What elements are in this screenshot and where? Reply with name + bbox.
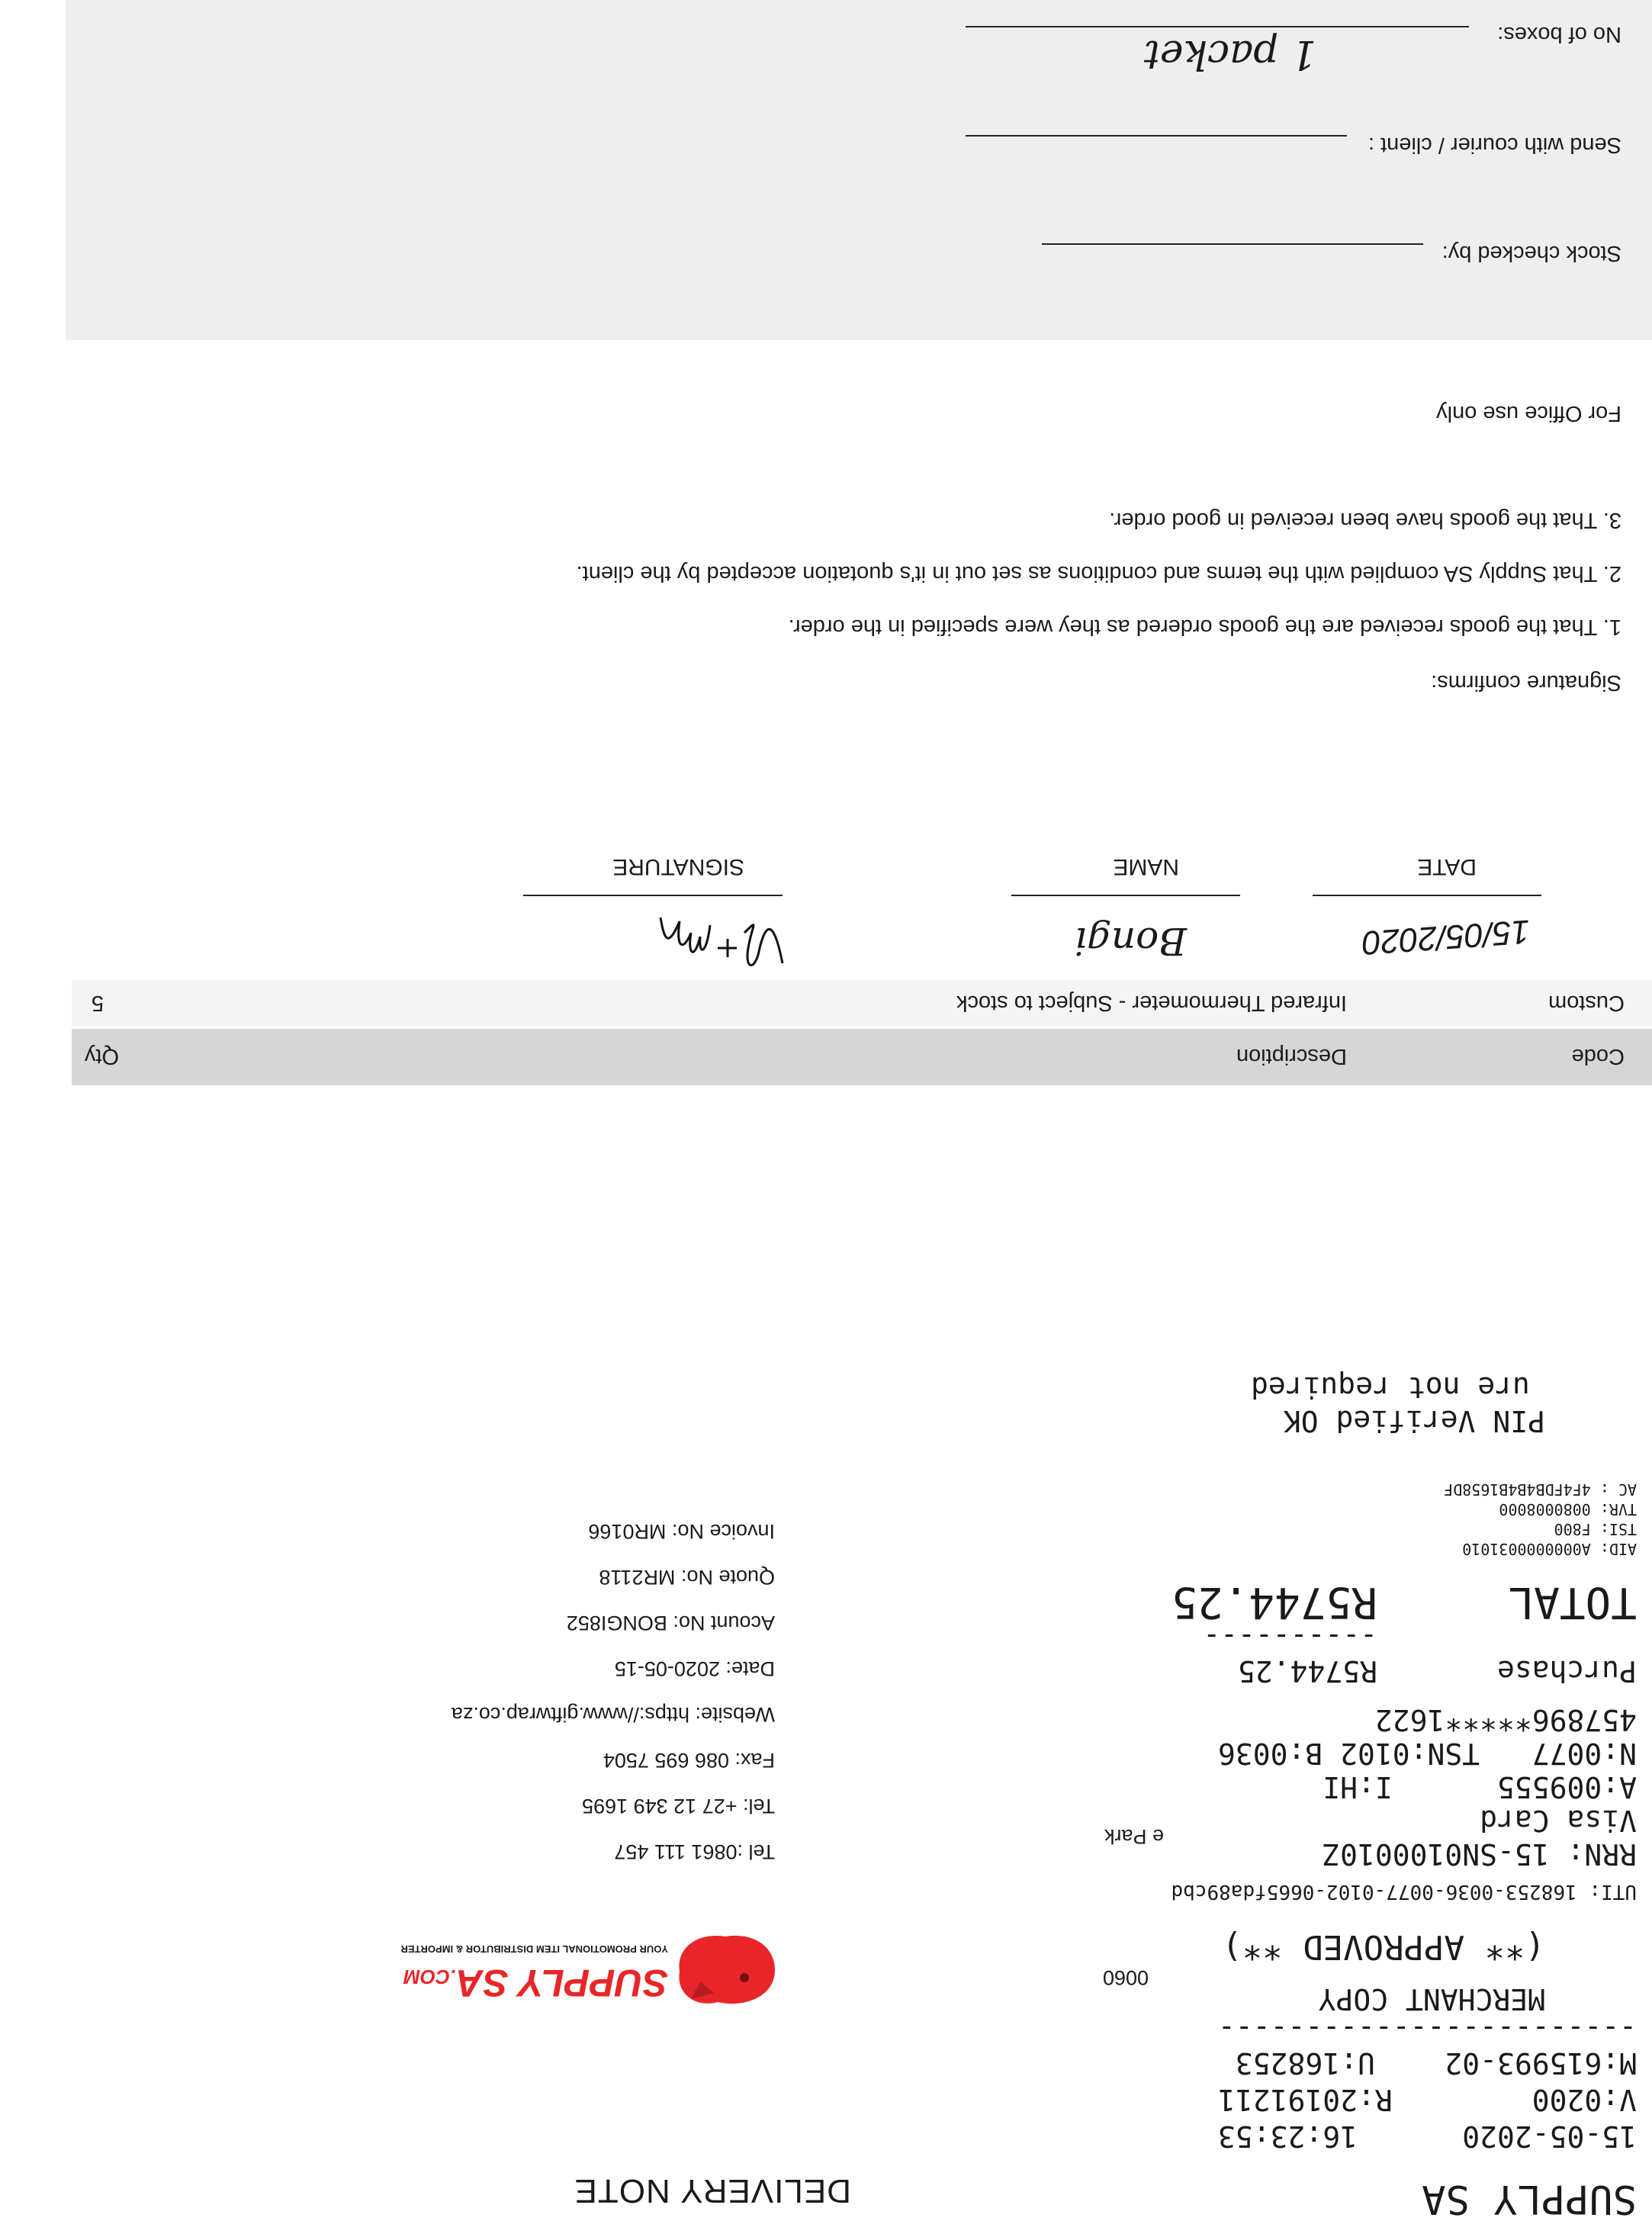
confirm-item-1: 1. That the goods received are the goods ordered as they were specified in the order.: [788, 615, 1621, 639]
date-line: [1313, 895, 1541, 896]
receipt-separator: ------------------------: [1217, 2013, 1637, 2046]
receipt-uti: UTI: 168253-0036-0077-0102-0665fda89cbd: [1171, 1880, 1637, 1903]
handwritten-date: 15/05/2020: [1361, 912, 1531, 962]
quote-number: Quote No: MR2118: [599, 1566, 775, 1589]
boxes-line: [966, 26, 1469, 27]
receipt-ac: AC : 4F4FDB4B4B1658DF: [1444, 1480, 1637, 1499]
signature-label: SIGNATURE: [612, 854, 744, 879]
receipt-tvr: TVR: 0080008000: [1499, 1500, 1637, 1519]
date-label: DATE: [1417, 854, 1477, 879]
column-code: Code: [1571, 1044, 1625, 1069]
contact-website: Website: https://www.giftwrap.co.za: [451, 1703, 775, 1726]
name-line: [1011, 895, 1240, 896]
invoice-number: Invoice No: MR0166: [588, 1520, 775, 1543]
fragment-address: e Park: [1104, 1825, 1164, 1848]
stock-checked-line: [1042, 243, 1423, 245]
table-row: [72, 980, 1652, 1026]
confirm-item-3: 3. That the goods have been received in good order.: [1109, 508, 1621, 532]
receipt-rrn: RRN: 15-SN0100010Z: [1323, 1837, 1637, 1871]
fragment-code: 0060: [1102, 1966, 1149, 1989]
boxes-handwritten: 1 packet: [1143, 31, 1316, 77]
receipt-copy-label: MERCHANT COPY: [1318, 1982, 1545, 2016]
row-code: Custom: [1548, 991, 1625, 1015]
send-with-label: Send with courier / client :: [1368, 133, 1621, 157]
card-receipt: [1171, 1245, 1652, 2237]
receipt-v-line: V:0200 R:20191211: [1217, 2083, 1637, 2116]
receipt-a-line: A:009555 I:HI: [1323, 1770, 1637, 1804]
confirm-item-2: 2. That Supply SA complied with the terms and conditions as set out in it's quotation accepted by the client.: [576, 561, 1621, 586]
row-qty: 5: [91, 991, 104, 1015]
boxes-label: No of boxes:: [1497, 22, 1621, 47]
logo-brand: SUPPLY SA: [455, 1962, 668, 2004]
column-qty: Qty: [84, 1044, 119, 1069]
contact-fax: Fax: 086 695 7504: [603, 1749, 775, 1772]
receipt-n-line: N:0077 TSN:0102 B:0036: [1217, 1737, 1637, 1770]
office-use-box: [66, 0, 1652, 340]
receipt-pin-verified: PIN Verified OK: [1283, 1404, 1545, 1438]
receipt-date: 15-05-2020 16:23:53: [1217, 2120, 1637, 2153]
receipt-purchase-amount: R5744.25: [1237, 1654, 1377, 1688]
logo-tagline: YOUR PROMOTIONAL ITEM DISTRIBUTOR & IMPORTER: [400, 1943, 668, 1955]
receipt-signature-note: ure not required: [1250, 1371, 1530, 1404]
contact-tel-2: Tel: +27 12 349 1695: [582, 1795, 775, 1818]
confirm-heading: Signature confirms:: [1431, 670, 1621, 695]
receipt-total-label: TOTAL: [1508, 1577, 1637, 1627]
receipt-approved: (** APPROVED **): [1222, 1927, 1545, 1966]
document-title: DELIVERY NOTE: [574, 2172, 851, 2210]
handwritten-signature: [653, 910, 790, 979]
account-number: Acount No: BONGI852: [566, 1612, 775, 1634]
receipt-m-line: M:615993-02 U:168253: [1235, 2046, 1637, 2080]
receipt-card-number: 457896*****1622: [1374, 1703, 1637, 1737]
row-description: Infrared Thermometer - Subject to stock: [956, 991, 1347, 1015]
receipt-purchase-label: Purchase: [1496, 1654, 1637, 1688]
document-date: Date: 2020-05-15: [614, 1657, 775, 1680]
handwritten-name: Bongi: [1074, 919, 1187, 963]
receipt-company: SUPPLY SA: [1422, 2176, 1637, 2222]
logo-suffix: .COM: [403, 1965, 456, 1988]
office-heading: For Office use only: [1436, 401, 1621, 426]
receipt-aid: AID: A0000000031010: [1462, 1540, 1637, 1558]
company-logo: [302, 1924, 790, 2016]
receipt-total-amount: R5744.25: [1172, 1577, 1377, 1627]
stock-checked-label: Stock checked by:: [1441, 241, 1621, 265]
signature-line: [523, 895, 783, 896]
contact-tel-1: Tel :0861 111 457: [614, 1840, 775, 1863]
receipt-dash-line: ----------: [1203, 1621, 1377, 1654]
column-description: Description: [1236, 1044, 1347, 1069]
send-with-line: [966, 135, 1347, 137]
receipt-tsi: TSI: F800: [1554, 1520, 1637, 1538]
receipt-card-type: Visa Card: [1480, 1804, 1637, 1837]
name-label: NAME: [1113, 854, 1179, 879]
table-header: [72, 1029, 1652, 1085]
